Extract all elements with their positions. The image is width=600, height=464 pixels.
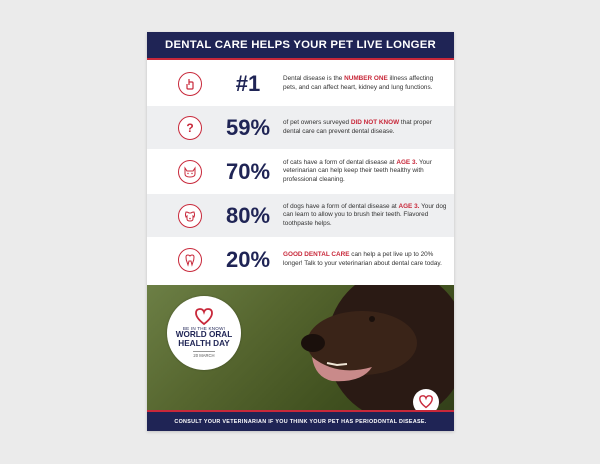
stat-row-80: [147, 194, 454, 237]
heart-logo-icon: [194, 308, 214, 326]
tooth-icon: [178, 248, 202, 272]
stat-description: of cats have a form of dental disease at AGE 3. Your veterinarian can help keep their teeth healthy with professional cleaning.: [283, 159, 432, 183]
stat-row-59: [147, 106, 454, 149]
cat-icon: [178, 160, 202, 184]
stat-description: Dental disease is the NUMBER ONE illness affecting pets, and can affect heart, kidney and lung functions.: [283, 75, 434, 91]
badge-title: WORLD ORAL HEALTH DAY: [175, 330, 233, 348]
stat-value: 20%: [225, 246, 271, 272]
stat-description: of dogs have a form of dental disease at AGE 3. Your dog can learn to allow you to brush their teeth. Flavored toothpaste helps.: [283, 203, 447, 227]
stat-value: 59%: [225, 114, 271, 140]
badge-tagline: BE IN THE KNOW!: [182, 326, 226, 332]
stat-row-20: [147, 238, 454, 281]
badge-date: 20 MARCH: [193, 352, 215, 358]
stat-value: 70%: [225, 158, 271, 184]
stat-value: 80%: [225, 202, 271, 228]
stat-description: GOOD DENTAL CARE can help a pet live up to 20% longer! Talk to your veterinarian about dental care today.: [283, 251, 442, 267]
infographic-title: DENTAL CARE HELPS YOUR PET LIVE LONGER: [147, 32, 454, 60]
stat-row-number-one: [147, 62, 454, 105]
question-icon: ?: [178, 116, 202, 140]
world-oral-health-day-badge: [167, 296, 241, 370]
stat-description: of pet owners surveyed DID NOT KNOW that proper dental care can prevent dental disease.: [283, 119, 432, 135]
footer-note: CONSULT YOUR VETERINARIAN IF YOU THINK YOUR PET HAS PERIODONTAL DISEASE.: [147, 410, 454, 431]
stat-row-70: [147, 150, 454, 193]
hand-one-icon: [178, 72, 202, 96]
infographic-card: [147, 32, 454, 431]
stat-value: #1: [235, 70, 261, 96]
heart-logo-small-icon: [418, 395, 434, 409]
dog-icon: [178, 204, 202, 228]
